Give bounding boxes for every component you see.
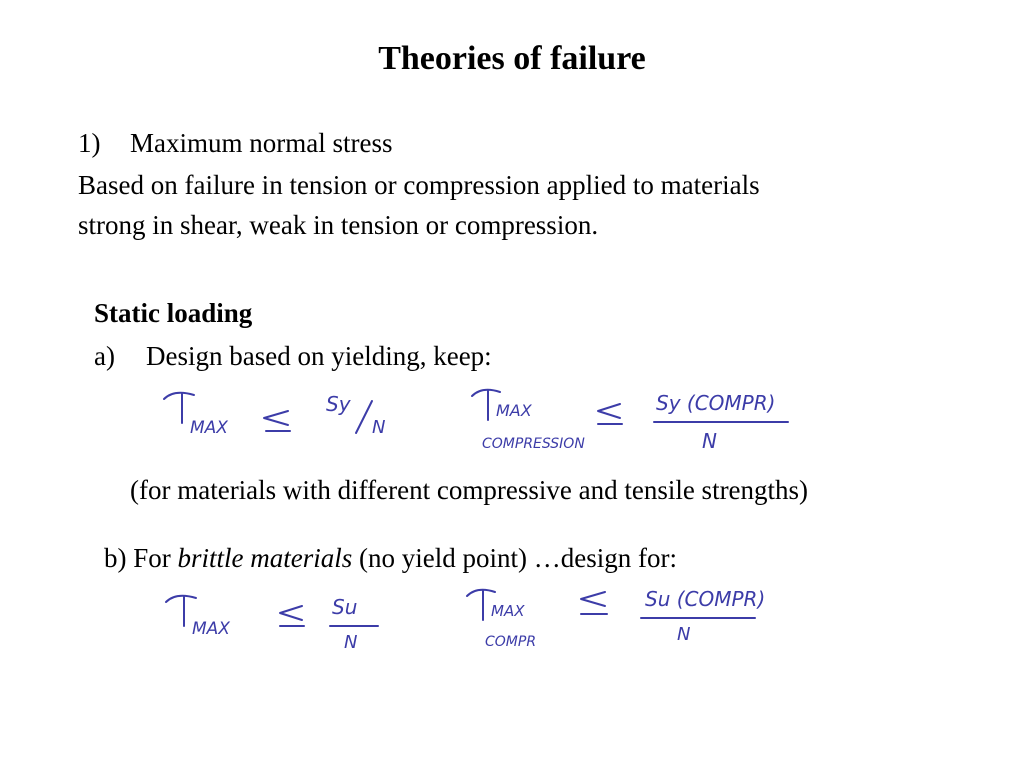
- item-a-text: Design based on yielding, keep:: [146, 341, 492, 371]
- eq2-numerator: Sy (COMPR): [656, 391, 776, 415]
- item-b-line: [104, 545, 677, 572]
- eq1-denominator: N: [372, 417, 386, 438]
- section-description-line-1: Based on failure in tension or compression applied to materials: [78, 170, 760, 200]
- section-heading: Maximum normal stress: [130, 128, 393, 158]
- handwritten-equation-ultimate: [160, 588, 400, 658]
- handwritten-equation-yield-compression: [470, 382, 850, 462]
- eq1-numerator: Sy: [326, 392, 351, 416]
- strength-note: (for materials with different compressive and tensile strengths): [130, 475, 809, 505]
- eq1-subscript: MAX: [190, 418, 228, 438]
- item-b-prefix: b) For: [104, 543, 178, 573]
- eq4-numerator: Su (COMPR): [645, 587, 766, 611]
- eq2-subscript-compression: COMPRESSION: [482, 436, 585, 452]
- static-loading-heading: Static loading: [94, 298, 253, 328]
- page-title: Theories of failure: [378, 40, 646, 77]
- section-number: 1): [78, 128, 101, 158]
- handwritten-equation-yield: [160, 385, 420, 455]
- handwritten-equation-ultimate-compression: [465, 582, 825, 662]
- eq4-subscript-compr: COMPR: [485, 634, 537, 650]
- section-description-line-2: strong in shear, weak in tension or compression.: [78, 210, 599, 240]
- eq4-denominator: N: [677, 624, 691, 645]
- eq4-subscript-max: MAX: [491, 602, 525, 620]
- eq3-denominator: N: [344, 632, 358, 653]
- eq3-subscript: MAX: [192, 619, 230, 639]
- eq2-denominator: N: [702, 429, 717, 453]
- item-b-italic: brittle materials: [177, 543, 353, 573]
- item-a-label: a): [94, 341, 115, 371]
- item-b-suffix: (no yield point) …design for:: [352, 543, 677, 573]
- eq3-numerator: Su: [332, 595, 358, 619]
- eq2-subscript-max: MAX: [496, 401, 532, 420]
